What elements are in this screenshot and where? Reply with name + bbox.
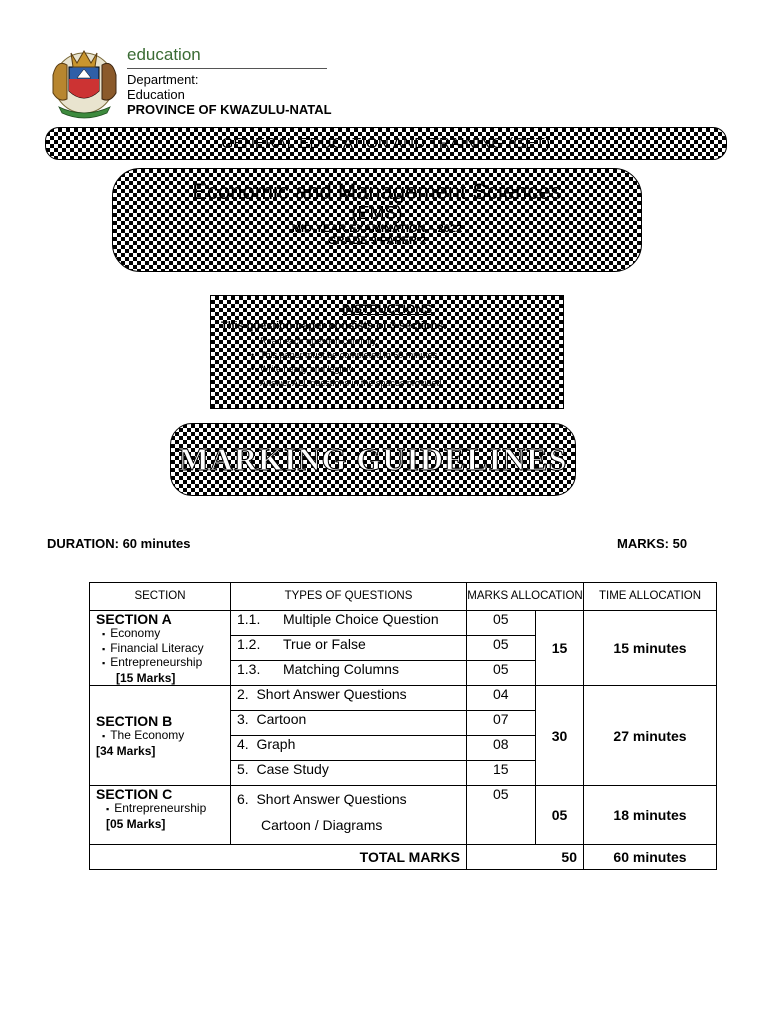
section-a-marks: [15 Marks] [116,670,176,685]
section-a-cell [90,611,231,686]
instructions-intro: This question paper consists of 3 sections. [221,320,447,332]
instruction-item: • Answer ALL questions in the spaces provided. [251,376,563,390]
section-a-topics [90,627,230,671]
marks-cell: 08 [467,736,536,761]
get-banner-title: GENERAL EDUCATION AND TRAINING (GET) [221,135,551,152]
marks-cell: 05 [467,661,536,686]
instructions-title: INSTRUCTIONS [342,302,432,316]
question-label: Graph [256,736,296,752]
question-number: 1.2. [237,636,261,652]
question-cell [231,686,467,711]
question-label: Short Answer Questions [256,791,407,807]
section-a-title: SECTION A [96,611,172,627]
question-cell [231,786,467,845]
question-label: Matching Columns [283,661,399,677]
section-c-topics [90,802,230,817]
question-cell [231,636,467,661]
total-label: TOTAL MARKS [90,845,467,870]
instructions-list [251,334,563,390]
topic-item: ▪ Financial Literacy [102,642,230,657]
question-cell [231,711,467,736]
header-section: SECTION [90,583,231,611]
question-label: Multiple Choice Question [283,611,439,627]
section-b-title: SECTION B [96,713,173,730]
header-time: TIME ALLOCATION [584,583,717,611]
header-divider [127,68,327,69]
department-logo [47,45,337,120]
topic-item: ▪ The Economy [102,729,230,744]
marks-cell: 05 [467,786,536,845]
table-row [90,786,717,845]
question-label: Cartoon [256,711,307,727]
province-name: PROVINCE OF KWAZULU-NATAL [127,102,332,117]
section-b-time: 27 minutes [584,686,717,786]
question-cell [231,761,467,786]
marks-cell: 15 [467,761,536,786]
question-number: 3. [237,711,249,727]
section-c-title: SECTION C [96,786,173,802]
education-label: Education [127,87,185,102]
section-b-subtotal: 30 [536,686,584,786]
question-cell [231,661,467,686]
topic-item: ▪ Economy [102,627,230,642]
subject-title: Economic and Management Sciences [192,179,562,204]
education-word: education [127,45,201,64]
total-marks: 50 [467,845,584,870]
instruction-item: • Write neatly and legibly. [251,362,563,376]
section-b-cell [90,686,231,786]
marks-allocation-table [89,582,717,870]
topic-item: ▪ Entrepreneurship [102,656,230,671]
marks-cell: 05 [467,611,536,636]
marks-cell: 07 [467,711,536,736]
get-banner [45,127,727,160]
department-label: Department: [127,72,199,87]
question-number: 1.3. [237,661,261,677]
total-marks-label: MARKS: 50 [617,536,688,551]
header-types: TYPES OF QUESTIONS [231,583,467,611]
table-header-row [90,583,717,611]
duration-label: DURATION: 60 minutes [47,536,191,551]
grade-paper: GRADE 9 PAPER 2 [327,235,427,247]
department-text [127,45,337,118]
question-label: Short Answer Questions [256,686,407,702]
section-c-cell [90,786,231,845]
marks-cell: 04 [467,686,536,711]
section-b-marks: [34 Marks] [96,743,156,758]
section-b-topics [90,729,230,744]
total-time: 60 minutes [584,845,717,870]
table-row [90,686,717,711]
question-number: 1.1. [237,611,261,627]
marking-guidelines-title: MARKING GUIDELINES [178,441,568,477]
question-label: True or False [283,636,366,652]
exam-name: MID-YEAR EXAMINATION – 2022 [291,223,463,235]
total-row [90,845,717,870]
question-number: 6. [237,791,249,807]
header-marks: MARKS ALLOCATION [467,583,584,611]
instructions-box [210,295,564,409]
question-number: 5. [237,761,249,777]
marks-cell: 05 [467,636,536,661]
instruction-item: • This paper must be completed in 60 minutes. [251,348,563,362]
subject-abbreviation: (EMS) [351,203,403,223]
question-label: Case Study [256,761,329,777]
question-cell [231,611,467,636]
question-number: 4. [237,736,249,752]
section-c-time: 18 minutes [584,786,717,845]
question-cell [231,736,467,761]
marking-guidelines-box [170,423,576,496]
instruction-item: • Read each question carefully. [251,334,563,348]
subject-box [112,168,642,272]
question-label-secondary: Cartoon / Diagrams [261,817,383,833]
question-number: 2. [237,686,249,702]
section-c-subtotal: 05 [536,786,584,845]
coat-of-arms-icon [47,45,122,120]
table-row [90,611,717,636]
section-c-marks: [05 Marks] [106,816,166,831]
section-a-subtotal: 15 [536,611,584,686]
topic-item: ▪ Entrepreneurship [106,802,230,817]
section-a-time: 15 minutes [584,611,717,686]
